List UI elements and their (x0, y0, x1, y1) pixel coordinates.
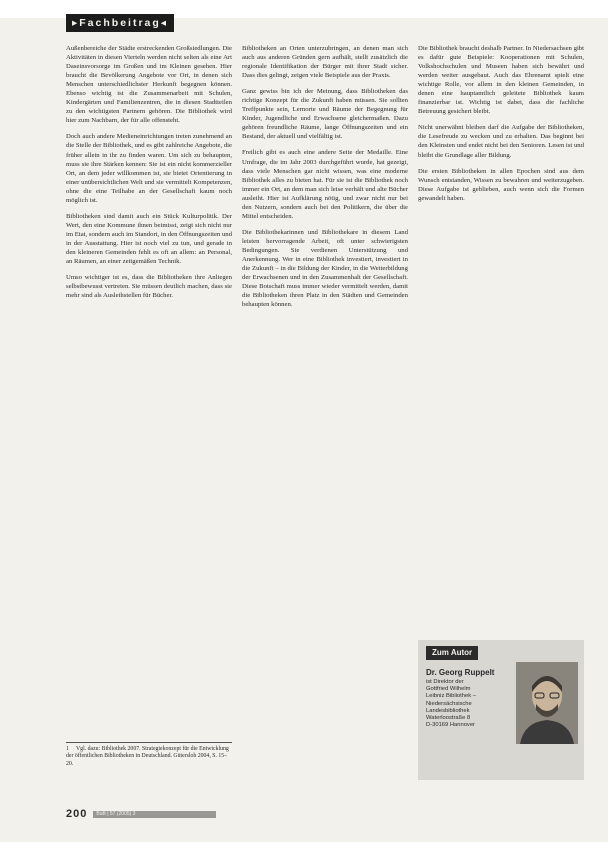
text-column-3 (418, 44, 584, 614)
paragraph: Ganz gewiss bin ich der Meinung, dass Bibliotheken das richtige Konzept für die Zukunft haben müssen. Sie sollten Treffpunkte sein, Lernorte und Räume der Begegnung für Kinder, Jugendliche und Erwachsene gleichermaßen. Dazu gehören freundliche Räume, lange Öffnungszeiten und ein Bestand, der aktuell und vielfältig ist. (242, 88, 408, 141)
author-portrait-icon (516, 662, 578, 744)
author-line: Gottfried Wilhelm (426, 686, 471, 693)
author-line: Waterloostraße 8 (426, 715, 471, 722)
journal-bar: BuB | 57 (2005) 3 (93, 811, 216, 818)
author-name: Dr. Georg Ruppelt (426, 668, 495, 677)
page-number: 200 (66, 808, 88, 820)
author-heading: Zum Autor (426, 646, 478, 660)
author-info (426, 668, 518, 729)
footnote-number: 1 (66, 746, 69, 752)
paragraph: Freilich gibt es auch eine andere Seite der Medaille. Eine Umfrage, die im Jahr 2003 durchgeführt wurde, hat gezeigt, dass viele Menschen gar nicht wissen, was eine moderne Bibliothek alles zu bieten hat. Für sie ist die Bibliothek noch immer ein Ort, an dem man sich leise verhält und alte Bücher ausleiht. Hier ist Aufklärung nötig, und zwar nicht nur bei den Nutzern, sondern auch bei den Politikern, die über die Mittel entscheiden. (242, 149, 408, 220)
page-footer (66, 808, 216, 820)
paragraph: Die Bibliothekarinnen und Bibliothekare in diesem Land leisten hervorragende Arbeit, oft unter schwierigsten Bedingungen. Sie verdienen Unterstützung und Anerkennung. Wer in eine Bibliothek investiert, investiert in die Zukunft – in die Bildung der Kinder, in die Weiterbildung der Erwachsenen und in den Zusammenhalt der Gesellschaft. Diese Botschaft muss immer wieder vermittelt werden, damit die Bibliotheken ihren Platz in den Städten und Gemeinden behaupten können. (242, 228, 408, 309)
author-line: Niedersächsische (426, 700, 472, 707)
paragraph: Umso wichtiger ist es, dass die Bibliotheken ihre Anliegen selbstbewusst vertreten. Sie müssen deutlich machen, dass sie mehr sind als Ausleihstellen für Bücher. (66, 274, 232, 300)
author-photo (516, 662, 578, 744)
paragraph: Die Bibliothek braucht deshalb Partner. In Niedersachsen gibt es dafür gute Beispiele: Kooperationen mit Schulen, Volkshochschulen und Museen haben sich bewährt und werden weiter ausgebaut. Auch das Ehrenamt spielt eine wichtige Rolle, vor allem in den kleinen Gemeinden, in denen eine hauptamtlich geleitete Bibliothek kaum finanzierbar ist. Wichtig ist dabei, dass die fachliche Betreuung gesichert bleibt. (418, 45, 584, 116)
section-label: ▸Fachbeitrag◂ (66, 14, 174, 32)
paragraph: Die ersten Bibliotheken in allen Epochen sind aus dem Wunsch entstanden, Wissen zu bewahren und weiterzugeben. Diese Aufgabe ist geblieben, auch wenn sich die Formen gewandelt haben. (418, 167, 584, 202)
footnote-text: Vgl. dazu: Bibliothek 2007. Strategiekonzept für die Entwicklung der öffentlichen Bibliotheken in Deutschland. Gütersloh 2004, S. 15–20. (66, 746, 229, 767)
paragraph: Außenbereiche der Städte erstreckenden Großsiedlungen. Die Aktivitäten in diesen Vierteln werden nicht selten als eine Art Daseinsvorsorge im Großen und im Kleinen gesehen. Hier braucht die Bevölkerung Angebote vor Ort, in denen sich Menschen unterschiedlichster Herkunft begegnen können. Ebenso wichtig ist die Zusammenarbeit mit Schulen, Kindergärten und Familienzentren, die in diesen Stadtteilen zu den wichtigsten Partnern gehören. Die Bibliothek wird hier zum Nachbarn, der für alle offensteht. (66, 45, 232, 125)
paragraph: Bibliotheken sind damit auch ein Stück Kulturpolitik. Der Wert, den eine Kommune ihnen beimisst, zeigt sich nicht nur im Etat, sondern auch im Standort, in den Öffnungszeiten und in der Ausstattung. Hier ist noch viel zu tun, und gerade in den kleineren Gemeinden fehlt es oft an allem: an Personal, an Räumen, an einer zeitgemäßen Technik. (66, 212, 232, 266)
author-box (418, 640, 584, 780)
footnote (66, 742, 232, 794)
paragraph: Bibliotheken an Orten unterzubringen, an denen man sich auch aus anderen Gründen gern aufhält, stellt zusätzlich die regionale Identifikation der Bürger mit ihrer Stadt sicher. Dass dies gelingt, zeigen viele Beispiele aus der Praxis. (242, 45, 408, 80)
text-column-2 (242, 44, 408, 804)
paragraph: Doch auch andere Medieneinrichtungen treten zunehmend an die Stelle der Bibliothek, und es gibt zahlreiche Angebote, die früher allein in ihr zu finden waren. Um sich zu behaupten, muss sie ihre Stärken kennen: Sie ist ein nicht kommerzieller Ort, an dem jeder willkommen ist, sie bietet Orientierung in einer unübersichtlichen Welt und sie vermittelt Kompetenzen, ohne die eine Teilhabe an der Gesellschaft kaum noch möglich ist. (66, 133, 232, 204)
author-line: Landesbibliothek (426, 707, 470, 714)
text-column-1 (66, 44, 232, 730)
author-line: Leibniz Bibliothek – (426, 693, 476, 700)
author-line: D-30169 Hannover (426, 722, 475, 729)
author-line: ist Direktor der (426, 679, 464, 685)
paragraph: Nicht unerwähnt bleiben darf die Aufgabe der Bibliotheken, die Lesefreude zu wecken und zu erhalten. Das beginnt bei den Kleinsten und endet nicht bei den Senioren. Lesen ist und bleibt die Grundlage aller Bildung. (418, 124, 584, 159)
